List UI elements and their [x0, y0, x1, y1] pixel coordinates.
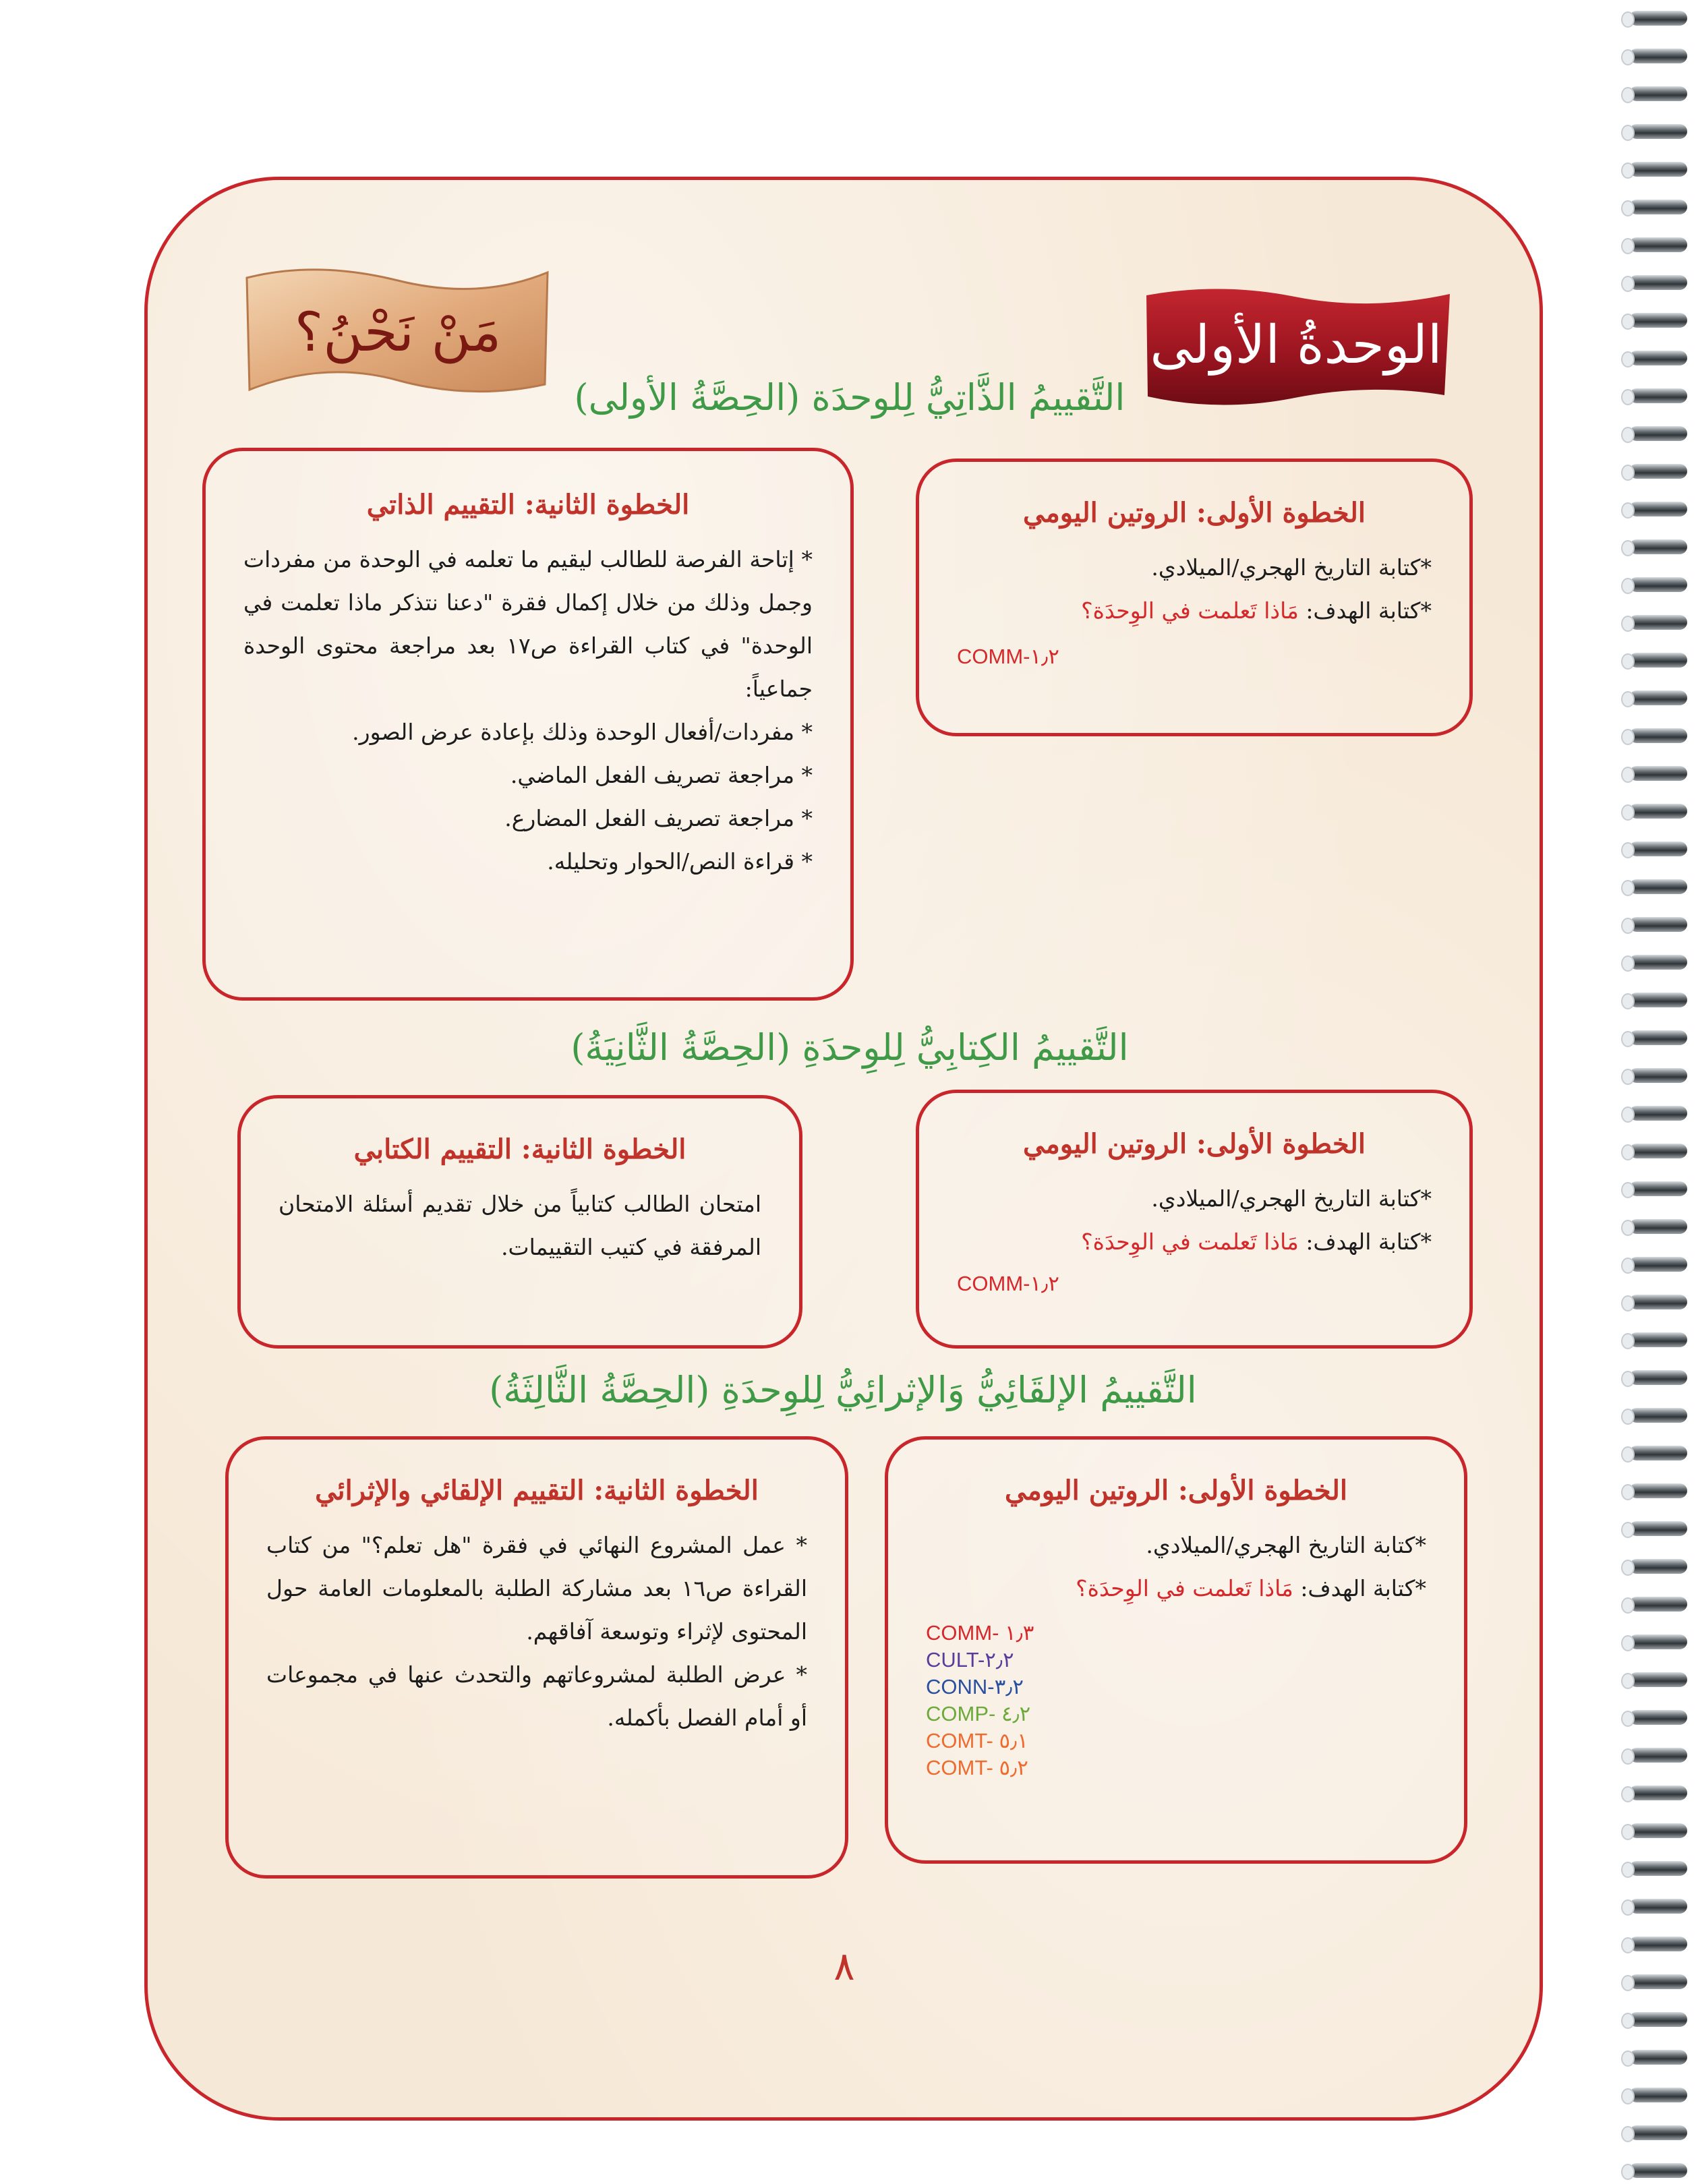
spiral-coil — [1629, 498, 1689, 522]
section-heading-self-assessment: التَّقييمُ الذَّاتِيُّ لِلوحدَة (الحِصَّةُ الأولى) — [574, 376, 1125, 419]
spiral-coil — [1629, 535, 1689, 560]
spiral-coil — [1629, 1593, 1689, 1617]
spiral-coil — [1629, 573, 1689, 597]
spiral-coil — [1629, 649, 1689, 673]
spiral-coil — [1629, 875, 1689, 899]
spiral-coil — [1629, 1555, 1689, 1579]
spiral-coil — [1629, 1819, 1689, 1843]
step2-title: الخطوة الثانية: التقييم الكتابي — [353, 1133, 686, 1165]
goal-prefix: *كتابة الهدف: — [1298, 1229, 1432, 1255]
lesson-banner — [243, 258, 553, 406]
section-heading-oral-assessment: التَّقييمُ الإلقَائِيُّ وَالإثرائِيُّ لِلوِحدَةِ (الحِصَّةُ الثَّالِثَةُ) — [489, 1369, 1197, 1411]
spiral-coil — [1629, 45, 1689, 69]
spiral-coil — [1629, 271, 1689, 295]
spiral-coil — [1629, 1140, 1689, 1164]
goal-prefix: *كتابة الهدف: — [1293, 1575, 1426, 1601]
spiral-coil — [1629, 1744, 1689, 1768]
spiral-coil — [1629, 951, 1689, 975]
goal-prefix: *كتابة الهدف: — [1298, 597, 1432, 624]
standard-codes — [957, 643, 1432, 670]
spiral-coil — [1629, 233, 1689, 258]
step2-line: * قراءة النص/الحوار وتحليله. — [547, 848, 813, 875]
spiral-coil — [1629, 2008, 1689, 2032]
step1-box-self — [916, 459, 1473, 736]
goal-highlight: مَاذا تَعلمت في الوِحدَة؟ — [1076, 1575, 1293, 1601]
standard-codes — [957, 1270, 1432, 1297]
spiral-coil — [1629, 1064, 1689, 1088]
step1-box-written — [916, 1090, 1473, 1349]
spiral-coil — [1629, 158, 1689, 182]
spiral-coil — [1629, 422, 1689, 446]
section-heading-written-assessment: التَّقييمُ الكِتابِيُّ لِلوِحدَةِ (الحِصَّةُ الثَّانِيَةُ) — [570, 1026, 1129, 1069]
step2-title: الخطوة الثانية: التقييم الإلقائي والإثرائي — [315, 1475, 759, 1506]
standard-code: CULT-٢٫٢ — [926, 1648, 1014, 1672]
spiral-coil — [1629, 196, 1689, 220]
goal-highlight: مَاذا تَعلمت في الوِحدَة؟ — [1081, 1229, 1299, 1255]
goal-highlight: مَاذا تَعلمت في الوِحدَة؟ — [1081, 597, 1299, 624]
spiral-coil — [1629, 120, 1689, 144]
spiral-coil — [1629, 1215, 1689, 1239]
routine-line-date: *كتابة التاريخ الهجري/الميلادي. — [1151, 1185, 1432, 1212]
spiral-coil — [1629, 1442, 1689, 1466]
spiral-coil — [1629, 1781, 1689, 1806]
step2-line: * عمل المشروع النهائي في فقرة "هل تعلم؟" من كتاب القراءة ص١٦ بعد مشاركة الطلبة بالمعلومات العامة حول المحتوى لإثراء وتوسعة آفاقهم. — [266, 1532, 807, 1645]
standard-code: COMT- ٥٫٢ — [926, 1756, 1028, 1779]
spiral-coil — [1629, 384, 1689, 409]
spiral-coil — [1629, 1026, 1689, 1051]
spiral-coil — [1629, 2159, 1689, 2183]
standard-codes — [926, 1620, 1426, 1781]
spiral-coil — [1629, 800, 1689, 824]
routine-line-goal — [957, 589, 1432, 632]
step1-title: الخطوة الأولى: الروتين اليومي — [1022, 497, 1366, 529]
spiral-coil — [1629, 1479, 1689, 1504]
spiral-coil — [1629, 1857, 1689, 1881]
step2-line: * مفردات/أفعال الوحدة وذلك بإعادة عرض الصور. — [352, 719, 813, 745]
standard-code: CONN-٣٫٢ — [926, 1675, 1024, 1699]
spiral-coil — [1629, 309, 1689, 333]
spiral-coil — [1629, 1932, 1689, 1957]
spiral-coil — [1629, 460, 1689, 484]
lesson-title: مَنْ نَحْنُ؟ — [294, 300, 502, 363]
standard-code: COMM-١٫٢ — [957, 1272, 1059, 1295]
step1-title: الخطوة الأولى: الروتين اليومي — [1004, 1475, 1347, 1506]
standard-code: COMM- ١٫٣ — [926, 1621, 1034, 1645]
spiral-coil — [1629, 1970, 1689, 1995]
spiral-coil — [1629, 1291, 1689, 1315]
spiral-coil — [1629, 611, 1689, 635]
routine-line-goal — [926, 1567, 1426, 1610]
spiral-coil — [1629, 1404, 1689, 1428]
step2-box-oral — [225, 1436, 848, 1879]
spiral-coil — [1629, 988, 1689, 1013]
page-number: ٨ — [833, 1943, 855, 1989]
spiral-coil — [1629, 1895, 1689, 1919]
spiral-coil — [1629, 1366, 1689, 1390]
standard-code: COMM-١٫٢ — [957, 645, 1059, 668]
spiral-coil — [1629, 1328, 1689, 1353]
spiral-coil — [1629, 1706, 1689, 1730]
step2-line: * إتاحة الفرصة للطالب ليقيم ما تعلمه في الوحدة من مفردات وجمل وذلك من خلال إكمال فقرة "دعنا نتذكر ماذا تعلمت في الوحدة" في كتاب القراءة ص١٧ بعد مراجعة محتوى الوحدة جماعياً: — [243, 546, 813, 702]
spiral-coil — [1629, 1253, 1689, 1277]
spiral-coil — [1629, 2121, 1689, 2146]
spiral-coil — [1629, 347, 1689, 371]
step2-line: * مراجعة تصريف الفعل الماضي. — [510, 762, 813, 788]
spiral-coil — [1629, 724, 1689, 748]
standard-code: COMP- ٤٫٢ — [926, 1702, 1031, 1725]
spiral-coil — [1629, 1630, 1689, 1655]
step2-box-written — [237, 1095, 802, 1349]
spiral-coil — [1629, 82, 1689, 107]
spiral-coil — [1629, 1668, 1689, 1692]
standard-code: COMT- ٥٫١ — [926, 1729, 1028, 1752]
step2-line: * عرض الطلبة لمشروعاتهم والتحدث عنها في مجموعات أو أمام الفصل بأكمله. — [266, 1661, 807, 1731]
spiral-coil — [1629, 1177, 1689, 1202]
spiral-coil — [1629, 1102, 1689, 1126]
spiral-coil — [1629, 837, 1689, 862]
spiral-coil — [1629, 762, 1689, 786]
routine-line-goal — [957, 1220, 1432, 1264]
spiral-coil — [1629, 913, 1689, 937]
spiral-coil — [1629, 2084, 1689, 2108]
spiral-coil — [1629, 7, 1689, 31]
spiral-coil — [1629, 2046, 1689, 2070]
step2-title: الخطوة الثانية: التقييم الذاتي — [366, 489, 690, 521]
step2-box-self — [202, 448, 854, 1001]
spiral-coil — [1629, 686, 1689, 711]
step2-line: * مراجعة تصريف الفعل المضارع. — [504, 805, 813, 831]
routine-line-date: *كتابة التاريخ الهجري/الميلادي. — [1151, 554, 1432, 581]
spiral-binding — [1624, 0, 1698, 2184]
spiral-coil — [1629, 1517, 1689, 1541]
unit-title: الوحدةُ الأولى — [1150, 315, 1442, 376]
step1-box-oral — [885, 1436, 1467, 1864]
step1-title: الخطوة الأولى: الروتين اليومي — [1022, 1128, 1366, 1160]
routine-line-date: *كتابة التاريخ الهجري/الميلادي. — [1146, 1532, 1426, 1558]
step2-line: امتحان الطالب كتابياً من خلال تقديم أسئلة الامتحان المرفقة في كتيب التقييمات. — [279, 1191, 761, 1260]
